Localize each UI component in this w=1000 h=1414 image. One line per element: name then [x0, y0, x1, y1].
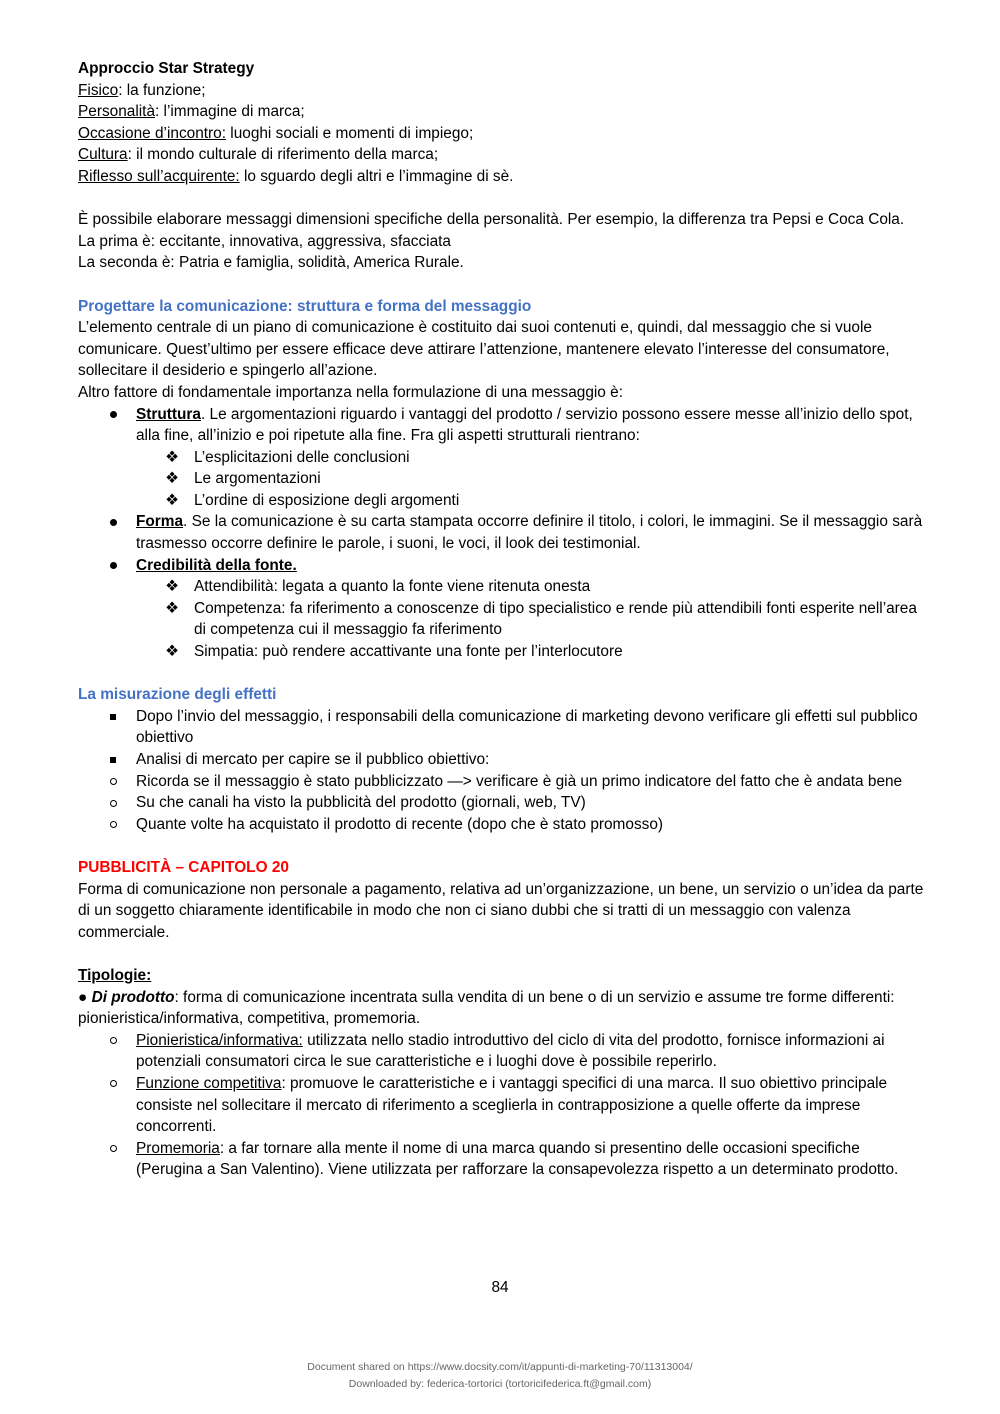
diamond-icon: ❖ — [165, 470, 179, 488]
list-item: ❖ L’ordine di esposizione degli argomenti — [78, 490, 928, 512]
circle-bullet-icon — [106, 771, 120, 793]
bullet-icon — [106, 555, 120, 577]
circle-bullet-icon — [106, 1030, 120, 1052]
star-item: Personalità: l’immagine di marca; — [78, 103, 305, 121]
progettare-paragraph: L’elemento centrale di un piano di comunicazione è costituito dai suoi contenuti e, quindi, dal messaggio che si vuole comunicare. Quest’ultimo per essere efficace deve attirare l’attenzione, mantenere elevato l’interesse del consumatore, sollecitare il desiderio e spingerlo all’azione. — [78, 319, 890, 380]
list-item: Quante volte ha acquistato il prodotto di recente (dopo che è stato promosso) — [78, 814, 928, 836]
di-prodotto-paragraph: ● Di prodotto: forma di comunicazione incentrata sulla vendita di un bene o di un servizio e assume tre forme differenti: pionieristica/informativa, competitiva, promemoria. — [78, 988, 895, 1028]
page-number: 84 — [491, 1279, 509, 1296]
diamond-icon: ❖ — [165, 578, 179, 596]
list-item: Funzione competitiva: promuove le caratteristiche e i vantaggi specifici di una marca. Il suo obiettivo principale consiste nel sollecitare il mercato di riferimento a sceglierla in contrapposizione a quelle offerte da imprese concorrenti. — [78, 1073, 928, 1138]
diamond-icon: ❖ — [165, 599, 179, 617]
star-item: Riflesso sull’acquirente: lo sguardo degli altri e l’immagine di sè. — [78, 167, 514, 185]
coca-cola-line: La seconda è: Patria e famiglia, solidità, America Rurale. — [78, 254, 464, 272]
star-item: Occasione d’incontro: luoghi sociali e momenti di impiego; — [78, 124, 474, 142]
list-item: ❖ Le argomentazioni — [78, 468, 928, 490]
list-item: ❖ L’esplicitazioni delle conclusioni — [78, 447, 928, 469]
list-item: ❖ Competenza: fa riferimento a conoscenze di tipo specialistico e rende più attendibili fonti esperite nell’area di competenza cui il messaggio fa riferimento — [165, 599, 917, 639]
progettare-intro: Altro fattore di fondamentale importanza nella formulazione di una messaggio è: — [78, 383, 623, 401]
pepsi-line: La prima è: eccitante, innovativa, aggressiva, sfacciata — [78, 232, 451, 250]
square-bullet-icon — [106, 706, 120, 728]
diamond-icon: ❖ — [165, 491, 179, 509]
list-item-credibilita: Credibilità della fonte. — [78, 555, 928, 577]
document-page — [78, 58, 928, 1181]
tipologie-heading: Tipologie: — [78, 966, 152, 984]
list-item: Dopo l’invio del messaggio, i responsabili della comunicazione di marketing devono verificare gli effetti sul pubblico obiettivo — [78, 706, 928, 749]
circle-bullet-icon — [106, 1073, 120, 1095]
square-bullet-icon — [106, 749, 120, 771]
footer-shared-link: Document shared on https://www.docsity.com/it/appunti-di-marketing-70/11313004/ — [307, 1361, 693, 1373]
list-item: Su che canali ha visto la pubblicità del prodotto (giornali, web, TV) — [78, 792, 928, 814]
message-factors-list — [78, 404, 928, 663]
list-item-struttura: Struttura. Le argomentazioni riguardo i vantaggi del prodotto / servizio possono essere messe all’inizio dello spot, alla fine, all’inizio e poi ripetute alla fine. Fra gli aspetti strutturali rientrano: — [78, 404, 928, 447]
star-item: Fisico: la funzione; — [78, 81, 206, 99]
diamond-icon: ❖ — [165, 643, 179, 661]
list-item-forma: Forma. Se la comunicazione è su carta stampata occorre definire il titolo, i colori, le immagini. Se il messaggio sarà trasmesso occorre definire le parole, i suoni, le voci, il look dei testimonial. — [78, 511, 928, 554]
bullet-icon — [106, 404, 120, 426]
diamond-icon: ❖ — [165, 448, 179, 466]
footer-downloaded-by: Downloaded by: federica-tortorici (tortoricifederica.ft@gmail.com) — [348, 1378, 652, 1390]
pubblicita-heading: PUBBLICITÀ – CAPITOLO 20 — [78, 858, 289, 876]
pubblicita-paragraph: Forma di comunicazione non personale a pagamento, relativa ad un’organizzazione, un bene, un servizio o un’idea da parte di un soggetto chiaramente identificabile in modo che non ci siano dubbi che si tratti di un messaggio con valenza commerciale. — [78, 880, 924, 941]
misurazione-heading: La misurazione degli effetti — [78, 686, 277, 704]
forms-list — [78, 1030, 928, 1181]
list-item: Analisi di mercato per capire se il pubblico obiettivo: — [78, 749, 928, 771]
bullet-icon: ● — [78, 988, 88, 1006]
circle-bullet-icon — [106, 814, 120, 836]
star-strategy-title: Approccio Star Strategy — [78, 60, 255, 77]
misurazione-list — [78, 706, 928, 836]
list-item: ❖ Simpatia: può rendere accattivante una fonte per l’interlocutore — [78, 641, 928, 663]
list-item: Ricorda se il messaggio è stato pubblicizzato —> verificare è già un primo indicatore del fatto che è andata bene — [78, 771, 928, 793]
list-item: Promemoria: a far tornare alla mente il nome di una marca quando si presentino delle occasioni specifiche (Perugina a San Valentino). Viene utilizzata per rafforzare la consapevolezza rispetto a un determinato prodotto. — [78, 1138, 928, 1181]
progettare-heading: Progettare la comunicazione: struttura e forma del messaggio — [78, 297, 532, 315]
circle-bullet-icon — [106, 1138, 120, 1160]
personality-paragraph: È possibile elaborare messaggi dimensioni specifiche della personalità. Per esempio, la differenza tra Pepsi e Coca Cola. — [78, 211, 905, 229]
bullet-icon — [106, 511, 120, 533]
list-item: ❖ Attendibilità: legata a quanto la fonte viene ritenuta onesta — [78, 576, 928, 598]
star-item: Cultura: il mondo culturale di riferimento della marca; — [78, 146, 439, 164]
circle-bullet-icon — [106, 792, 120, 814]
list-item: Pionieristica/informativa: utilizzata nello stadio introduttivo del ciclo di vita del prodotto, fornisce informazioni ai potenziali consumatori circa le sue caratteristiche e i luoghi dove è possibile reperirlo. — [78, 1030, 928, 1073]
